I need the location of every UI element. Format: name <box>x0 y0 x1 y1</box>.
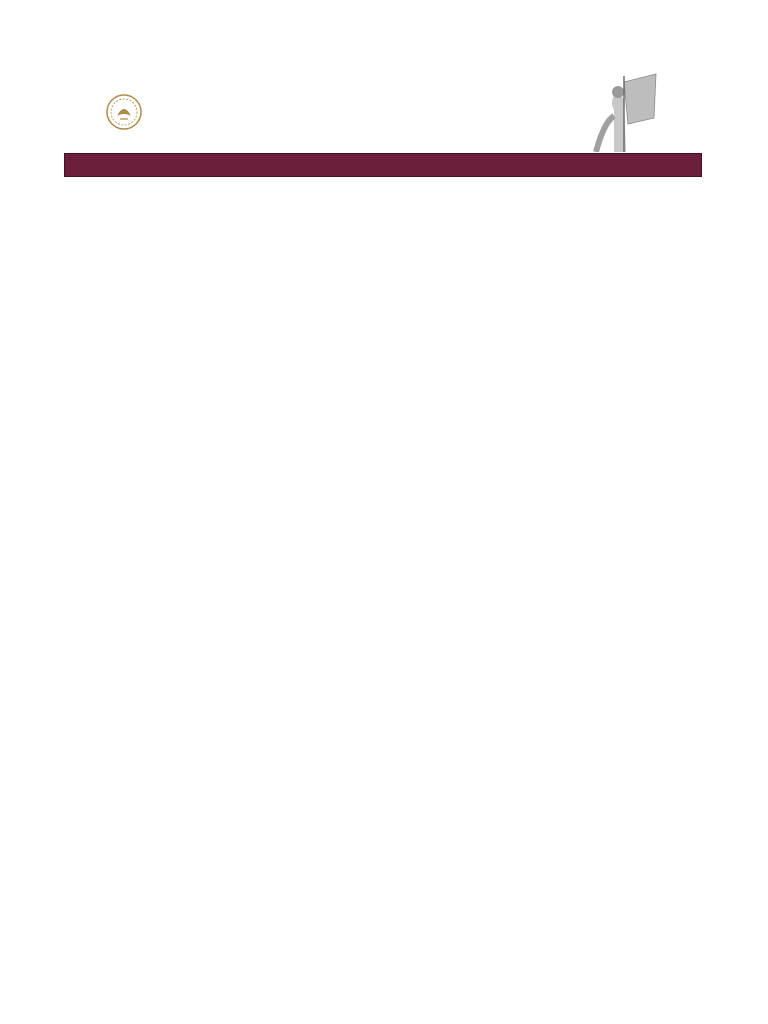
table-title-row <box>65 154 702 177</box>
flag-bearer-icon <box>584 72 660 152</box>
anniversary-logo <box>368 92 412 130</box>
national-emblem-icon <box>106 94 142 130</box>
hunting-season-table <box>64 153 702 177</box>
page-header <box>0 0 768 150</box>
table-body <box>65 154 702 177</box>
table-title <box>65 154 702 177</box>
